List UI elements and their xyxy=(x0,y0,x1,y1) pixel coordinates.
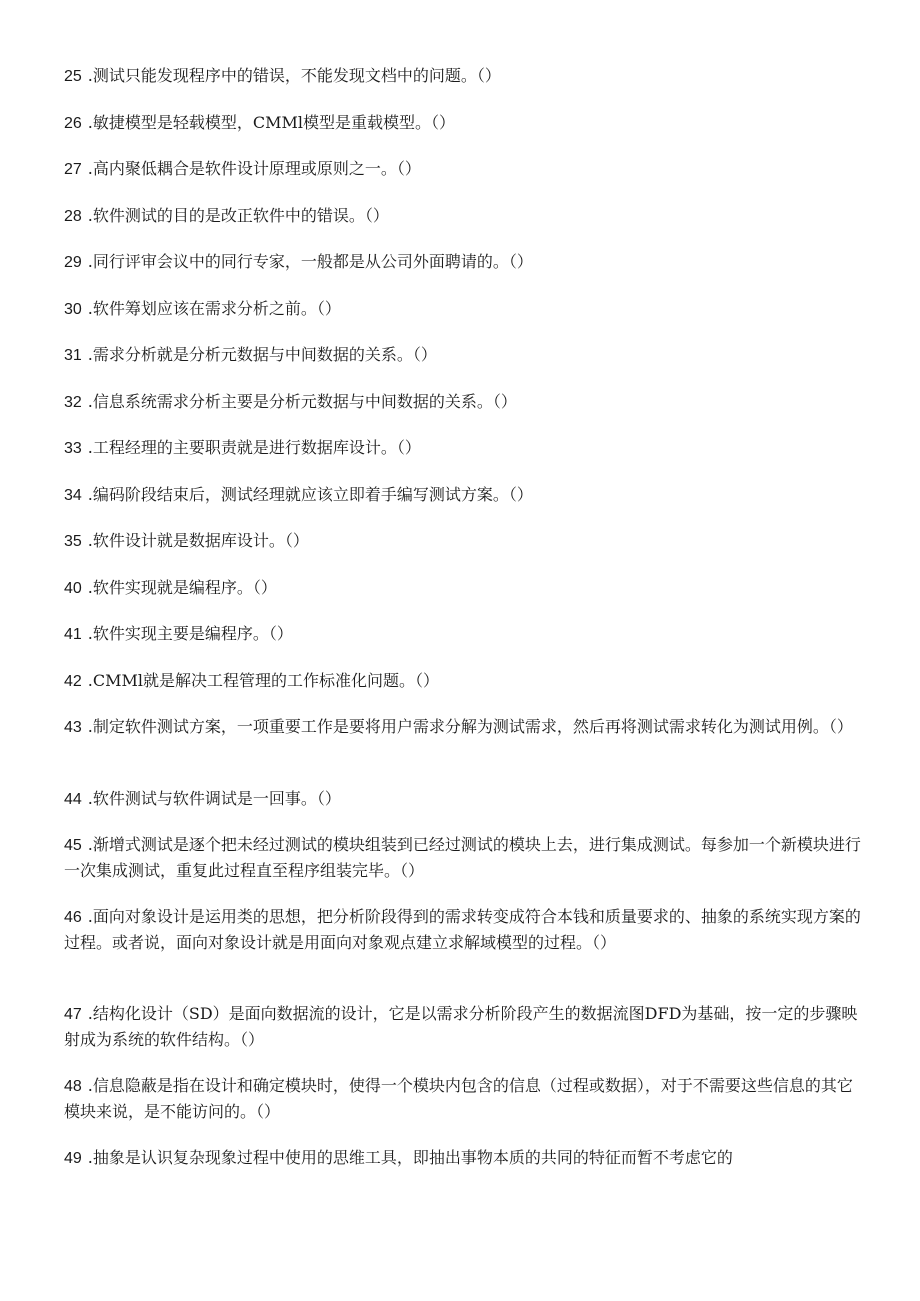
question-27 xyxy=(64,156,864,182)
question-35 xyxy=(64,528,864,554)
question-text: .软件实现就是编程序。（） xyxy=(87,578,277,597)
question-text: .软件测试与软件调试是一回事。（） xyxy=(87,789,341,808)
question-number: 34 xyxy=(64,487,82,504)
question-25 xyxy=(64,63,864,89)
question-text: .高内聚低耦合是软件设计原理或原则之一。（） xyxy=(87,159,421,178)
question-40 xyxy=(64,575,864,601)
question-number: 46 xyxy=(64,909,82,926)
question-text: .软件筹划应该在需求分析之前。（） xyxy=(87,299,341,318)
question-number: 42 xyxy=(64,673,82,690)
question-28 xyxy=(64,203,864,229)
question-number: 45 xyxy=(64,837,82,854)
question-number: 31 xyxy=(64,347,82,364)
question-text: .软件实现主要是编程序。（） xyxy=(87,624,293,643)
question-text: .信息隐蔽是指在设计和确定模块时，使得一个模块内包含的信息（过程或数据），对于不需要这些信息的其它模块来说，是不能访问的。（） xyxy=(64,1076,853,1121)
question-number: 33 xyxy=(64,440,82,457)
question-44 xyxy=(64,786,864,812)
question-number: 41 xyxy=(64,626,82,643)
question-text: .软件测试的目的是改正软件中的错误。（） xyxy=(87,206,389,225)
question-number: 27 xyxy=(64,161,82,178)
question-number: 48 xyxy=(64,1078,82,1095)
question-34 xyxy=(64,482,864,508)
question-number: 25 xyxy=(64,68,82,85)
question-26 xyxy=(64,110,864,136)
question-46 xyxy=(64,904,864,955)
question-number: 26 xyxy=(64,115,82,132)
question-45 xyxy=(64,832,864,883)
question-text: .敏捷模型是轻载模型，CMMl模型是重载模型。（） xyxy=(87,113,456,132)
question-text: .需求分析就是分析元数据与中间数据的关系。（） xyxy=(87,345,437,364)
question-48 xyxy=(64,1073,864,1124)
question-text: .制定软件测试方案，一项重要工作是要将用户需求分解为测试需求，然后再将测试需求转化为测试用例。（） xyxy=(87,717,853,736)
question-text: .信息系统需求分析主要是分析元数据与中间数据的关系。（） xyxy=(87,392,517,411)
question-number: 32 xyxy=(64,394,82,411)
question-text: .渐增式测试是逐个把未经过测试的模块组装到已经过测试的模块上去，进行集成测试。每参加一个新模块进行一次集成测试，重复此过程直至程序组装完毕。（） xyxy=(64,835,861,880)
question-number: 49 xyxy=(64,1150,82,1167)
question-text: .面向对象设计是运用类的思想，把分析阶段得到的需求转变成符合本钱和质量要求的、抽象的系统实现方案的过程。或者说，面向对象设计就是用面向对象观点建立求解域模型的过程。（） xyxy=(64,907,861,952)
question-text: .结构化设计（SD）是面向数据流的设计，它是以需求分析阶段产生的数据流图DFD为基础，按一定的步骤映射成为系统的软件结构。（） xyxy=(64,1004,858,1049)
question-31 xyxy=(64,342,864,368)
question-number: 47 xyxy=(64,1006,82,1023)
question-42 xyxy=(64,668,864,694)
question-number: 28 xyxy=(64,208,82,225)
question-43 xyxy=(64,714,864,740)
question-text: .编码阶段结束后，测试经理就应该立即着手编写测试方案。（） xyxy=(87,485,533,504)
question-47 xyxy=(64,1001,864,1052)
question-number: 43 xyxy=(64,719,82,736)
question-text: .抽象是认识复杂现象过程中使用的思维工具，即抽出事物本质的共同的特征而暂不考虑它的 xyxy=(87,1148,733,1167)
question-text: .软件设计就是数据库设计。（） xyxy=(87,531,309,550)
question-number: 30 xyxy=(64,301,82,318)
question-29 xyxy=(64,249,864,275)
question-number: 44 xyxy=(64,791,82,808)
question-32 xyxy=(64,389,864,415)
question-text: .同行评审会议中的同行专家，一般都是从公司外面聘请的。（） xyxy=(87,252,533,271)
question-41 xyxy=(64,621,864,647)
question-number: 35 xyxy=(64,533,82,550)
question-text: .工程经理的主要职责就是进行数据库设计。（） xyxy=(87,438,421,457)
question-49 xyxy=(64,1145,864,1171)
question-30 xyxy=(64,296,864,322)
question-number: 29 xyxy=(64,254,82,271)
question-33 xyxy=(64,435,864,461)
question-text: .CMMl就是解决工程管理的工作标准化问题。（） xyxy=(87,671,440,690)
question-number: 40 xyxy=(64,580,82,597)
question-text: .测试只能发现程序中的错误，不能发现文档中的问题。（） xyxy=(87,66,501,85)
